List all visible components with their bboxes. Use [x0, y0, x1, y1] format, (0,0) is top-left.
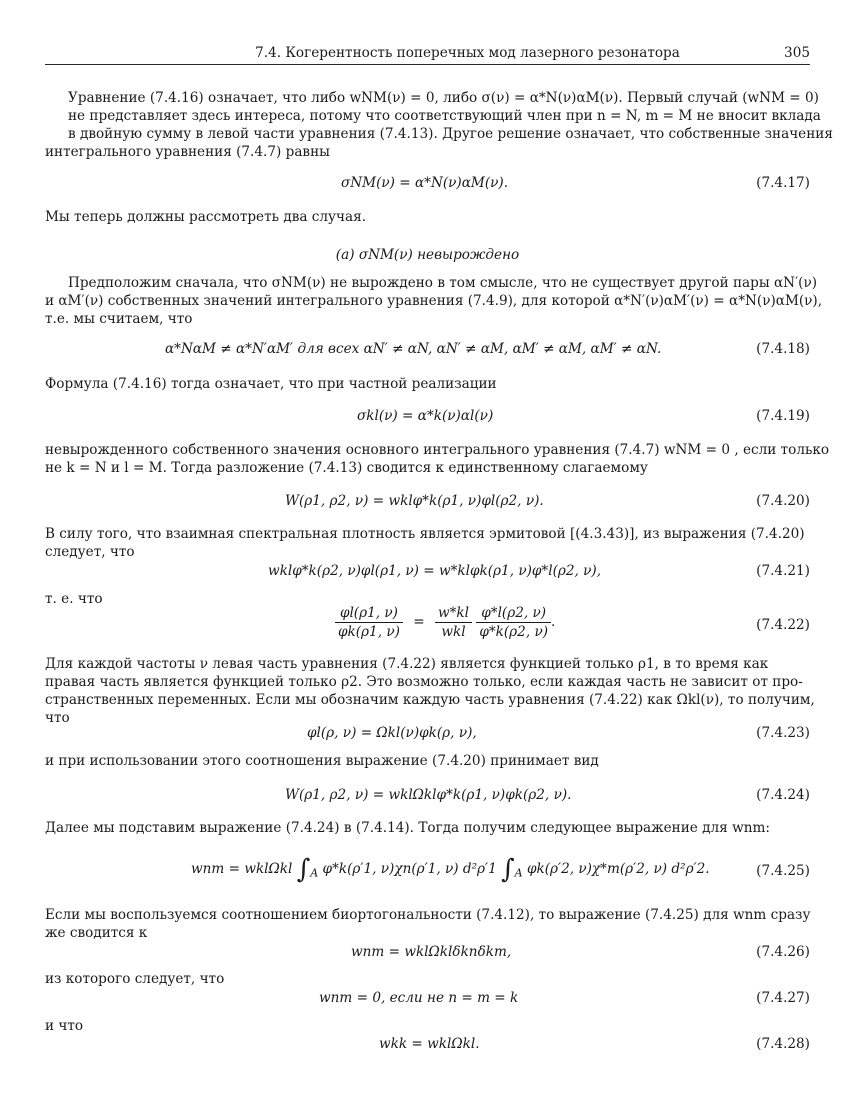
- fraction-lhs: [335, 604, 403, 641]
- equation-body: σNM(ν) = α*N(ν)αM(ν).: [341, 175, 509, 191]
- equation-7-4-21: [45, 562, 810, 588]
- text-line: т.е. мы считаем, что: [45, 311, 193, 327]
- fraction-rhs-2: [476, 604, 551, 641]
- equation-body: wklφ*k(ρ2, ν)φl(ρ1, ν) = w*klφk(ρ1, ν)φ*l(ρ2, ν),: [268, 563, 602, 579]
- fraction-numerator: φl(ρ1, ν): [335, 604, 403, 623]
- paragraph-3: [45, 274, 823, 328]
- equation-7-4-26: [45, 943, 810, 969]
- text-line: Уравнение (7.4.16) означает, что либо wNM(ν) = 0, либо σ(ν) = α*N(ν)αM(ν). Первый случай (wNM = 0): [68, 90, 819, 106]
- equation-number: (7.4.19): [756, 408, 810, 424]
- text-line: Предположим сначала, что σNM(ν) не вырождено в том смысле, что не существует другой пары αN′(ν): [68, 275, 818, 291]
- equation-body: [191, 854, 710, 885]
- paragraph-13: и что: [45, 1018, 84, 1034]
- section-title: 7.4. Когерентность поперечных мод лазерного резонатора: [255, 45, 680, 61]
- fraction-denominator: wkl: [441, 624, 466, 640]
- text-line: правая часть является функцией только ρ2. Это возможно только, если каждая часть не зависит от про-: [45, 674, 803, 690]
- equation-number: (7.4.20): [756, 493, 810, 509]
- paragraph-5: [45, 441, 830, 477]
- paragraph-7: т. е. что: [45, 591, 103, 607]
- fraction-denominator: φk(ρ1, ν): [338, 624, 400, 640]
- text-line: странственных переменных. Если мы обозначим каждую часть уравнения (7.4.22) как Ωkl(ν), то получим,: [45, 692, 815, 708]
- equation-number: (7.4.26): [756, 944, 810, 960]
- paragraph-4: Формула (7.4.16) тогда означает, что при частной реализации: [45, 376, 497, 392]
- equation-number: (7.4.23): [756, 725, 810, 741]
- integral-domain: A: [514, 866, 523, 880]
- text-line: и αM′(ν) собственных значений интегрального уравнения (7.4.9), для которой α*N′(ν)αM′(ν) = α*N(ν)αM(ν),: [45, 293, 823, 309]
- equation-7-4-23: [45, 724, 810, 750]
- equation-body: σkl(ν) = α*k(ν)αl(ν): [357, 408, 494, 424]
- equation-number: (7.4.22): [756, 617, 810, 633]
- text-line: что: [45, 710, 70, 726]
- integrand-1: φ*k(ρ′1, ν)χn(ρ′1, ν) d²ρ′1: [322, 861, 497, 877]
- equation-7-4-20: [45, 492, 810, 518]
- equation-number: (7.4.27): [756, 990, 810, 1006]
- paragraph-1: [45, 89, 833, 161]
- paragraph-12: из которого следует, что: [45, 971, 225, 987]
- equals-sign: =: [413, 614, 425, 630]
- fraction-denominator: φ*k(ρ2, ν): [479, 624, 549, 640]
- paragraph-2: Мы теперь должны рассмотреть два случая.: [45, 209, 367, 225]
- text-line: невырожденного собственного значения основного интегрального уравнения (7.4.7) wNM = 0 , если только: [45, 442, 830, 458]
- text-line: Если мы воспользуемся соотношением биортогональности (7.4.12), то выражение (7.4.25) для wnm сразу: [45, 907, 811, 923]
- fraction-numerator: φ*l(ρ2, ν): [476, 604, 551, 623]
- equation-number: (7.4.24): [756, 787, 810, 803]
- equation-number: (7.4.25): [756, 863, 810, 879]
- text-line: не k = N и l = M. Тогда разложение (7.4.13) сводится к единственному слагаемому: [45, 460, 648, 476]
- paragraph-9: и при использовании этого соотношения выражение (7.4.20) принимает вид: [45, 753, 599, 769]
- running-header: [45, 44, 810, 63]
- equation-7-4-18: [45, 340, 810, 366]
- equation-body: wnm = 0, если не n = m = k: [319, 990, 519, 1006]
- text-line: следует, что: [45, 544, 135, 560]
- equation-7-4-28: [45, 1035, 810, 1061]
- paragraph-10: Далее мы подставим выражение (7.4.24) в (7.4.14). Тогда получим следующее выражение для wnm:: [45, 820, 770, 836]
- equation-body: W(ρ1, ρ2, ν) = wklΩklφ*k(ρ1, ν)φk(ρ2, ν).: [285, 787, 572, 803]
- integrand-2: φk(ρ′2, ν)χ*m(ρ′2, ν) d²ρ′2.: [526, 861, 710, 877]
- text-line: же сводится к: [45, 925, 148, 941]
- equation-body: W(ρ1, ρ2, ν) = wklφ*k(ρ1, ν)φl(ρ2, ν).: [285, 493, 544, 509]
- equation-7-4-27: [45, 989, 810, 1015]
- equation-body: wkk = wklΩkl.: [379, 1036, 480, 1052]
- fraction-rhs-1: [435, 604, 472, 641]
- equation-7-4-25: [45, 852, 810, 892]
- integral-sign: ∫: [501, 854, 515, 885]
- equation-body: wnm = wklΩklδknδkm,: [351, 944, 512, 960]
- text-line: интегрального уравнения (7.4.7) равны: [45, 144, 330, 160]
- equation-body: φl(ρ, ν) = Ωkl(ν)φk(ρ, ν),: [307, 725, 477, 741]
- equation-number: (7.4.28): [756, 1036, 810, 1052]
- equation-7-4-24: [45, 786, 810, 812]
- paragraph-11: [45, 906, 810, 942]
- integral-sign: ∫: [296, 854, 311, 885]
- equation-lhs: wnm = wklΩkl: [191, 861, 293, 877]
- equation-7-4-19: [45, 407, 810, 433]
- equation-body: $\frac{\varphi l(\rho 1, \nu)}{\varphi k(\rho 1, \nu)}$ = $\frac{w*kl}{\text{wkl}}$ $\frac{\varphi*l(\rho 2, \nu)}{\varphi*k(\rho 2, \nu)}$ .: [335, 604, 555, 641]
- text-line: в двойную сумму в левой части уравнения (7.4.13). Другое решение означает, что собственные значения: [68, 126, 833, 142]
- text-line: Для каждой частоты ν левая часть уравнения (7.4.22) является функцией только ρ1, в то время как: [45, 656, 769, 672]
- equation-number: (7.4.21): [756, 563, 810, 579]
- paragraph-6: [45, 525, 810, 561]
- text-line: В силу того, что взаимная спектральная плотность является эрмитовой [(4.3.43)], из выражения (7.4.20): [45, 526, 805, 542]
- equation-7-4-17: [45, 174, 810, 200]
- equation-body: α*NαM ≠ α*N′αM′ для всех αN′ ≠ αN, αN′ ≠ αM, αM′ ≠ αM, αM′ ≠ αN.: [165, 341, 662, 357]
- page-number: 305: [784, 45, 810, 61]
- paragraph-8: [45, 655, 815, 727]
- equation-number: (7.4.18): [756, 341, 810, 357]
- equation-number: (7.4.17): [756, 175, 810, 191]
- fraction-numerator: w*kl: [435, 604, 472, 623]
- header-rule: [45, 64, 810, 65]
- subsection-heading: (a) σNM(ν) невырождено: [335, 247, 520, 263]
- equation-7-4-22: [45, 604, 810, 644]
- text-line: не представляет здесь интереса, потому что соответствующий член при n = N, m = M не вносит вклада: [68, 108, 821, 124]
- integral-domain: A: [310, 866, 319, 880]
